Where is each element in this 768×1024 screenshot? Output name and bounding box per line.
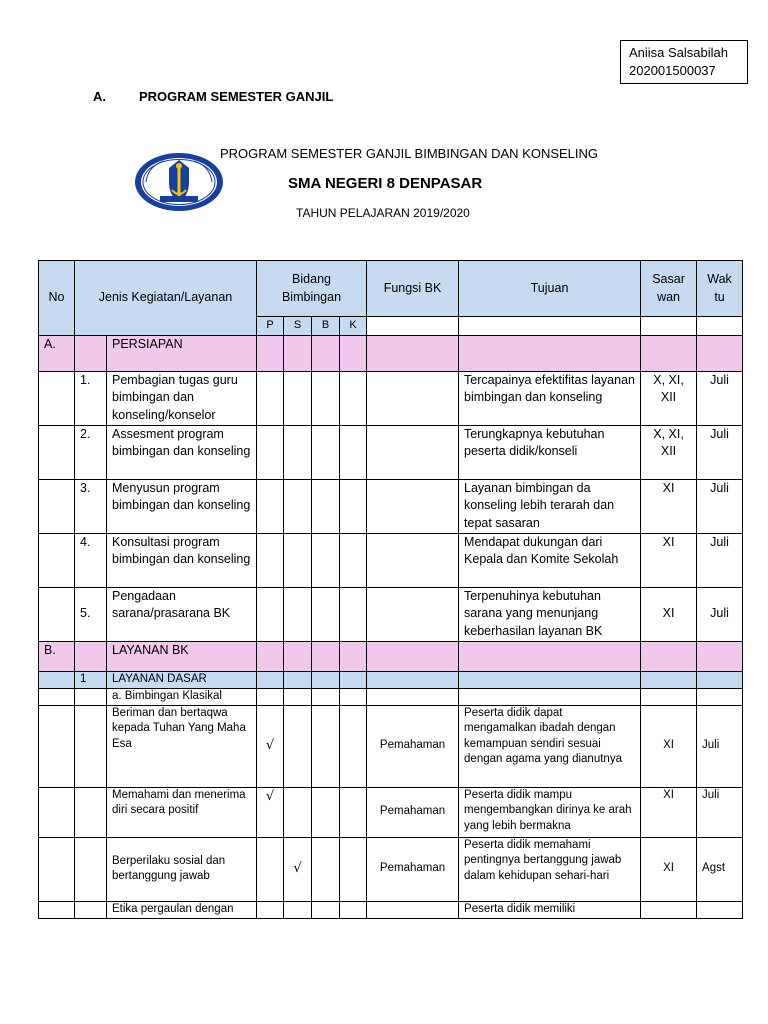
- row-kegiatan: Konsultasi program bimbingan dan konseling: [107, 533, 257, 587]
- row-waktu: Agst: [697, 837, 743, 901]
- author-box: [620, 40, 748, 84]
- check-p: √: [257, 787, 284, 837]
- group-row-layanan: [39, 641, 743, 671]
- row-waktu: Juli: [697, 705, 743, 787]
- col-jenis: Jenis Kegiatan/Layanan: [75, 261, 257, 336]
- table-row: [39, 705, 743, 787]
- row-kegiatan: Pembagian tugas guru bimbingan dan konseling/konselor: [107, 371, 257, 425]
- row-sasaran: X, XI, XII: [641, 425, 697, 479]
- col-b: B: [312, 317, 340, 336]
- school-emblem-icon: [134, 152, 224, 212]
- group-row-persiapan: [39, 335, 743, 371]
- check-p: [257, 837, 284, 901]
- row-tujuan: Peserta didik memiliki: [459, 901, 641, 918]
- author-id: 202001500037: [629, 63, 716, 78]
- col-bidang: Bidang Bimbingan: [257, 261, 367, 317]
- academic-year: TAHUN PELAJARAN 2019/2020: [296, 206, 470, 220]
- check-s: [284, 705, 312, 787]
- row-tujuan: Tercapainya efektifitas layanan bimbingan dan konseling: [459, 371, 641, 425]
- row-tujuan: Peserta didik dapat mengamalkan ibadah dengan kemampuan sendiri sesuai dengan agama yang dianutnya: [459, 705, 641, 787]
- row-kegiatan: Memahami dan menerima diri secara positif: [107, 787, 257, 837]
- row-no: 3.: [75, 479, 107, 533]
- author-name: Aniisa Salsabilah: [629, 45, 729, 60]
- table-row: [39, 837, 743, 901]
- col-waktu: Wak tu: [697, 261, 743, 317]
- row-fungsi: Pemahaman: [367, 837, 459, 901]
- group-title: LAYANAN BK: [107, 641, 257, 671]
- row-kegiatan: Beriman dan bertaqwa kepada Tuhan Yang Maha Esa: [107, 705, 257, 787]
- row-waktu: Juli: [697, 425, 743, 479]
- row-kegiatan: Berperilaku sosial dan bertanggung jawab: [107, 837, 257, 901]
- row-no: 4.: [75, 533, 107, 587]
- col-p: P: [257, 317, 284, 336]
- row-sasaran: XI: [641, 837, 697, 901]
- subgroup-no: 1: [75, 671, 107, 688]
- klasikal-row: [39, 688, 743, 705]
- row-waktu: Juli: [697, 371, 743, 425]
- row-waktu: Juli: [697, 787, 743, 837]
- row-kegiatan: Etika pergaulan dengan: [107, 901, 257, 918]
- check-s: [284, 787, 312, 837]
- group-title: PERSIAPAN: [107, 335, 257, 371]
- table-row: [39, 587, 743, 641]
- row-sasaran: XI: [641, 587, 697, 641]
- subgroup-title: LAYANAN DASAR: [107, 671, 257, 688]
- col-no: No: [39, 261, 75, 336]
- col-sasaran: Sasar wan: [641, 261, 697, 317]
- col-fungsi: Fungsi BK: [367, 261, 459, 317]
- subgroup-row-layanan-dasar: [39, 671, 743, 688]
- table-header-row: [39, 261, 743, 317]
- row-tujuan: Mendapat dukungan dari Kepala dan Komite Sekolah: [459, 533, 641, 587]
- klasikal-label: a. Bimbingan Klasikal: [107, 688, 257, 705]
- row-sasaran: XI: [641, 479, 697, 533]
- group-code: A.: [39, 335, 75, 371]
- group-code: B.: [39, 641, 75, 671]
- row-fungsi: Pemahaman: [367, 787, 459, 837]
- check-p: √: [257, 705, 284, 787]
- row-no: 5.: [75, 587, 107, 641]
- school-name: SMA NEGERI 8 DENPASAR: [288, 175, 483, 192]
- row-kegiatan: Pengadaan sarana/prasarana BK: [107, 587, 257, 641]
- doc-title: PROGRAM SEMESTER GANJIL BIMBINGAN DAN KONSELING: [220, 146, 599, 161]
- col-k: K: [340, 317, 367, 336]
- program-table: [38, 260, 743, 919]
- row-fungsi: Pemahaman: [367, 705, 459, 787]
- row-tujuan: Terpenuhinya kebutuhan sarana yang menunjang keberhasilan layanan BK: [459, 587, 641, 641]
- col-s: S: [284, 317, 312, 336]
- table-row: [39, 901, 743, 918]
- row-no: 1.: [75, 371, 107, 425]
- row-tujuan: Peserta didik memahami pentingnya bertanggung jawab dalam kehidupan sehari-hari: [459, 837, 641, 901]
- table-row: [39, 787, 743, 837]
- col-tujuan: Tujuan: [459, 261, 641, 317]
- table-row: [39, 425, 743, 479]
- row-waktu: Juli: [697, 479, 743, 533]
- row-sasaran: XI: [641, 787, 697, 837]
- row-waktu: Juli: [697, 533, 743, 587]
- row-kegiatan: Assesment program bimbingan dan konseling: [107, 425, 257, 479]
- row-sasaran: XI: [641, 705, 697, 787]
- table-row: [39, 533, 743, 587]
- row-sasaran: XI: [641, 533, 697, 587]
- row-sasaran: X, XI, XII: [641, 371, 697, 425]
- row-tujuan: Peserta didik mampu mengembangkan dirinya ke arah yang lebih bermakna: [459, 787, 641, 837]
- check-s: √: [284, 837, 312, 901]
- row-tujuan: Terungkapnya kebutuhan peserta didik/konseli: [459, 425, 641, 479]
- row-waktu: Juli: [697, 587, 743, 641]
- row-tujuan: Layanan bimbingan da konseling lebih terarah dan tepat sasaran: [459, 479, 641, 533]
- table-row: [39, 479, 743, 533]
- row-no: 2.: [75, 425, 107, 479]
- section-letter: A.: [93, 89, 106, 104]
- table-row: [39, 371, 743, 425]
- section-title: PROGRAM SEMESTER GANJIL: [139, 89, 334, 104]
- row-kegiatan: Menyusun program bimbingan dan konseling: [107, 479, 257, 533]
